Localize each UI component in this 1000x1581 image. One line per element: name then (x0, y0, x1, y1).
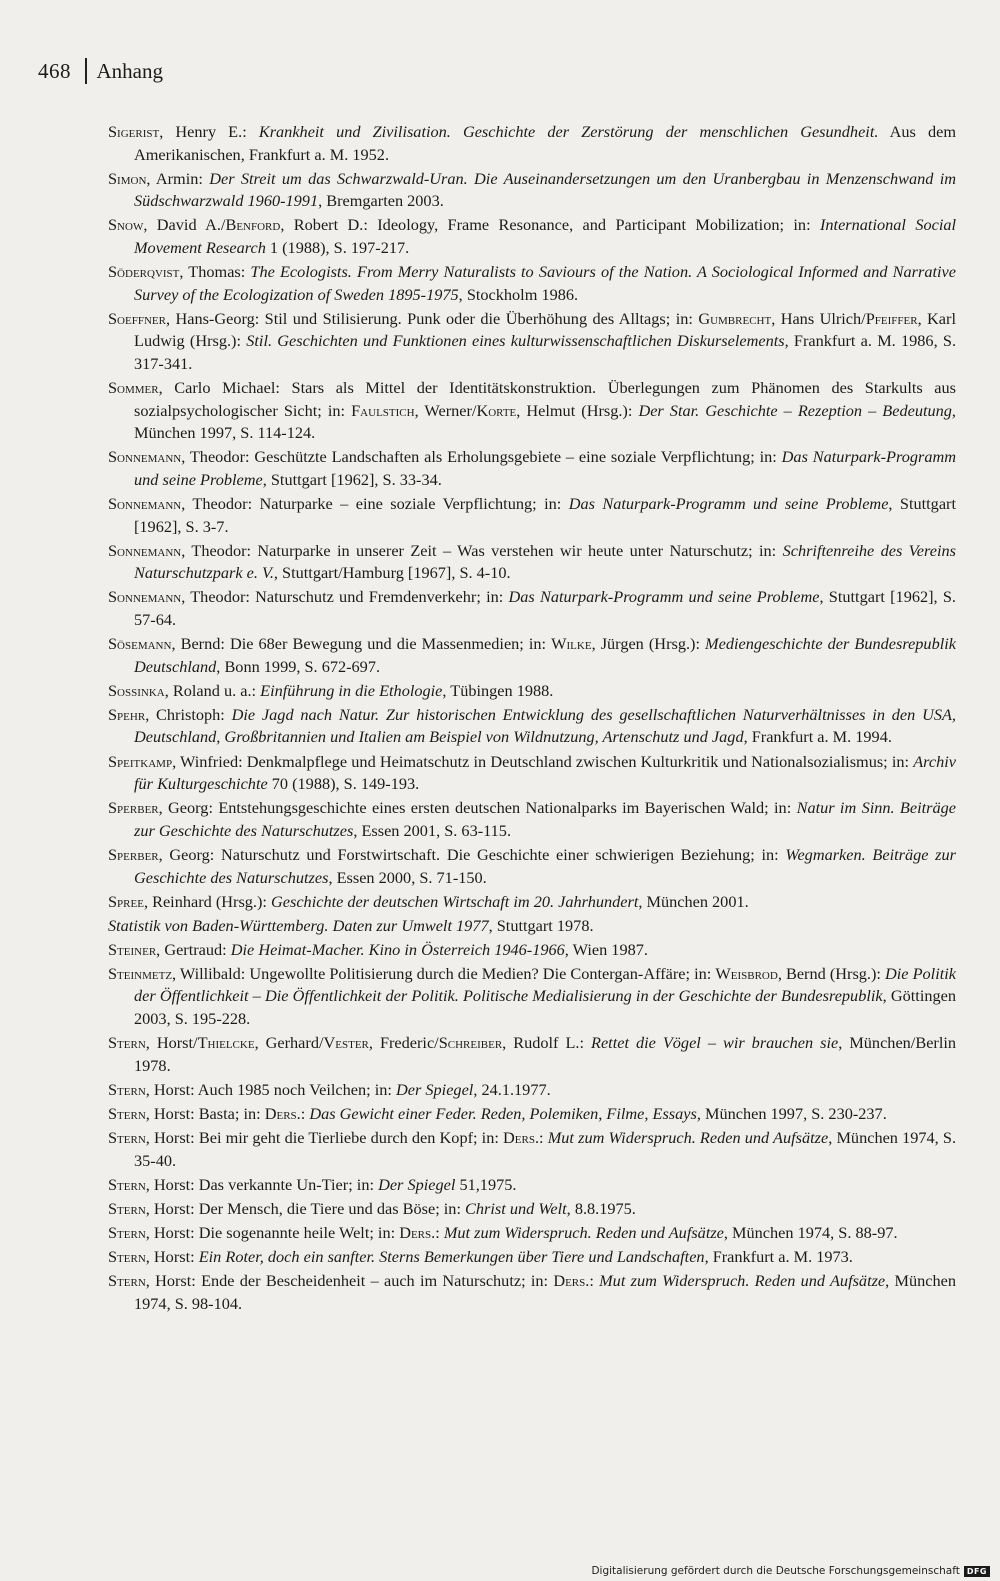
author-name: Speitkamp (108, 751, 173, 771)
author-name: Gumbrecht (698, 308, 772, 328)
citation-text: , Willibald: Ungewollte Politisierung durch die Medien? Die Contergan-Affäre; in: (172, 963, 716, 983)
author-name: Sonnemann (108, 494, 182, 513)
citation-text: , Theodor: Naturschutz und Fremdenverkehr; in: (181, 587, 509, 607)
citation-text: , Robert D.: Ideology, Frame Resonance, and Participant Mobilization; in: (280, 215, 820, 235)
citation-text: , Wien 1987. (564, 939, 648, 959)
work-title: Einführung in die Ethologie (260, 680, 443, 700)
citation-text: , Stuttgart [1962], S. 3-7. (134, 494, 956, 536)
citation-text: , 8.8.1975. (566, 1198, 636, 1218)
work-title: Natur im Sinn. Beiträge zur Geschichte des Naturschutzes (134, 798, 956, 840)
author-name: Ders. (399, 1222, 436, 1242)
citation-text: : (539, 1128, 548, 1148)
work-title: Schriftenreihe des Vereins Naturschutzpark e. V. (134, 540, 956, 583)
citation-text: , Gerhard/ (254, 1033, 324, 1053)
bibliography-entry (108, 704, 956, 749)
citation-text: , Horst: Bei mir geht die Tierliebe durch den Kopf; in: (145, 1128, 504, 1148)
citation-text: , München/Berlin 1978. (134, 1033, 957, 1075)
bibliography-entry (108, 891, 956, 914)
author-name: Sonnemann (108, 540, 182, 560)
citation-text: , München 1974, S. 88-97. (723, 1222, 898, 1242)
author-name: Sonnemann (108, 587, 182, 607)
work-title: Mut zum Widerspruch. Reden und Aufsätze (599, 1271, 886, 1291)
author-name: Sösemann (108, 634, 172, 654)
work-title: Die Jagd nach Natur. Zur historischen Entwicklung des gesellschaftlichen Naturverhältnisses in den USA, Deutschland, Großbritannien und Italien am Beispiel von Wildnutzung, Artenschutz und Jagd (134, 704, 956, 747)
citation-text: , Gertraud: (156, 939, 231, 959)
citation-text: , Theodor: Naturparke – eine soziale Verpflichtung; in: (181, 494, 569, 513)
citation-text: : (435, 1222, 444, 1242)
work-title: Das Naturpark-Programm und seine Probleme (568, 494, 889, 513)
bibliography-entry (108, 939, 956, 962)
author-name: Stern (108, 1033, 146, 1053)
author-name: Ders. (264, 1103, 301, 1123)
citation-text: : (300, 1103, 310, 1123)
citation-text: 51,1975. (455, 1174, 517, 1194)
author-name: Stern (108, 1103, 146, 1123)
citation-text: , Stuttgart [1962], S. 57-64. (134, 587, 956, 629)
section-title: Anhang (96, 58, 163, 83)
work-title: Archiv für Kulturgeschichte (134, 751, 956, 794)
citation-text: , München 1997, S. 230-237. (696, 1103, 887, 1123)
work-title: Krankheit und Zivilisation. Geschichte der Zerstörung der menschlichen Gesundheit. (258, 122, 879, 141)
citation-text: Aus dem Amerikanischen, Frankfurt a. M. 1952. (134, 122, 956, 164)
citation-text: 70 (1988), S. 149-193. (267, 774, 420, 794)
bibliography-entry (108, 493, 956, 538)
citation-text: , Frankfurt a. M. 1986, S. 317-341. (134, 331, 957, 373)
author-name: Spehr (108, 704, 146, 724)
work-title: Der Star. Geschichte – Rezeption – Bedeutung (638, 400, 952, 420)
citation-text: , Theodor: Naturparke in unserer Zeit – Was verstehen wir heute unter Naturschutz; in: (181, 540, 783, 560)
bibliography-entry (108, 1127, 956, 1172)
bibliography-entry (108, 168, 956, 213)
bibliography-entry (108, 377, 956, 445)
work-title: Die Politik der Öffentlichkeit – Die Öffentlichkeit der Politik. Politische Medialisierung in der Geschichte der Bundesrepublik (134, 963, 957, 1006)
work-title: Statistik von Baden-Württemberg. Daten zur Umwelt 1977 (108, 915, 489, 935)
author-name: Ders. (553, 1271, 590, 1291)
citation-text: , Tübingen 1988. (442, 680, 554, 700)
author-name: Stern (108, 1079, 146, 1099)
work-title: Das Naturpark-Programm und seine Probleme (508, 587, 820, 607)
author-name: Söderqvist (108, 262, 180, 282)
footer-credit: Digitalisierung gefördert durch die Deutsche Forschungsgemeinschaft (591, 1565, 960, 1577)
citation-text: , Horst: Basta; in: (145, 1103, 265, 1123)
author-name: Simon (108, 168, 147, 188)
citation-text: , Theodor: Geschützte Landschaften als Erholungsgebiete – eine soziale Verpflichtung; in: (181, 447, 782, 467)
author-name: Pfeiffer (865, 308, 918, 328)
work-title: Der Spiegel (378, 1174, 456, 1194)
author-name: Sossinka (108, 680, 165, 700)
bibliography-entry (108, 915, 956, 938)
citation-text: , Carlo Michael: Stars als Mittel der Identitätskonstruktion. Überlegungen zum Phänomen des Starkults aus sozialpsychologischer Sicht; in: (134, 378, 956, 420)
citation-text: , Frankfurt a. M. 1973. (704, 1247, 853, 1266)
citation-text: , München 1974, S. 98-104. (134, 1271, 956, 1313)
bibliography-entry (108, 586, 956, 631)
author-name: Vester (323, 1033, 369, 1053)
citation-text: , Henry E.: (159, 122, 259, 141)
work-title: Ein Roter, doch ein sanfter. Sterns Bemerkungen über Tiere und Landschaften (198, 1247, 705, 1266)
work-title: Das Gewicht einer Feder. Reden, Polemiken, Filme, Essays (309, 1103, 697, 1123)
work-title: Der Spiegel (396, 1079, 474, 1099)
citation-text: , Stockholm 1986. (458, 284, 579, 304)
author-name: Steinmetz (108, 963, 173, 983)
author-name: Stern (108, 1198, 146, 1218)
header-divider (85, 58, 87, 84)
citation-text: , Thomas: (179, 262, 251, 282)
bibliography-entry (108, 1174, 956, 1197)
citation-text: , Bremgarten 2003. (318, 191, 444, 211)
author-name: Benford (225, 215, 281, 235)
work-title: The Ecologists. From Merry Naturalists to Saviours of the Nation. A Sociological Informed and Narrative Survey of the Ecologization of Sweden 1895-1975 (134, 262, 956, 304)
dfg-logo: DFG (964, 1566, 990, 1577)
author-name: Ders. (503, 1128, 540, 1148)
citation-text: , München 1997, S. 114-124. (134, 400, 956, 443)
citation-text: , Reinhard (Hrsg.): (143, 891, 272, 911)
citation-text: , Armin: (146, 168, 210, 188)
author-name: Sperber (108, 844, 159, 864)
work-title: Wegmarken. Beiträge zur Geschichte des Naturschutzes (134, 844, 956, 887)
work-title: Geschichte der deutschen Wirtschaft im 20. Jahrhundert (271, 891, 639, 911)
author-name: Stern (108, 1271, 146, 1291)
author-name: Korte (476, 400, 517, 420)
bibliography-entry (108, 1246, 956, 1269)
running-header (38, 58, 163, 84)
author-name: Faulstich (351, 400, 415, 420)
author-name: Wilke (551, 634, 592, 654)
citation-text: , Horst: Ende der Bescheidenheit – auch im Naturschutz; in: (145, 1271, 554, 1291)
citation-text: , Frankfurt a. M. 1994. (743, 727, 892, 747)
citation-text: , Bernd: Die 68er Bewegung und die Massenmedien; in: (171, 634, 552, 654)
bibliography-entry (108, 1222, 956, 1245)
author-name: Sonnemann (108, 447, 182, 467)
citation-text: , Essen 2000, S. 71-150. (328, 867, 487, 887)
work-title: Der Streit um das Schwarzwald-Uran. Die Auseinandersetzungen um den Uranbergbau in Menzenschwand im Südschwarzwald 1960-1991 (134, 168, 956, 211)
citation-text: , Jürgen (Hrsg.): (591, 634, 706, 654)
bibliography-entry (108, 540, 956, 585)
citation-text: , Georg: Naturschutz und Forstwirtschaft. Die Geschichte einer schwierigen Beziehung; in: (158, 844, 786, 864)
bibliography-entry (108, 1198, 956, 1221)
bibliography-entry (108, 446, 956, 491)
citation-text: , Helmut (Hrsg.): (516, 400, 639, 420)
citation-text: , Stuttgart [1962], S. 33-34. (262, 469, 442, 489)
citation-text: , Bernd (Hrsg.): (777, 963, 886, 983)
work-title: Die Heimat-Macher. Kino in Österreich 1946-1966 (230, 939, 565, 959)
citation-text: , München 2001. (638, 891, 749, 911)
author-name: Stern (108, 1222, 146, 1242)
author-name: Weisbrod (715, 963, 778, 983)
citation-text: , Karl Ludwig (Hrsg.): (134, 308, 956, 351)
work-title: Stil. Geschichten und Funktionen eines kulturwissenschaftlichen Diskurselements (246, 331, 785, 351)
citation-text: , Horst: Auch 1985 noch Veilchen; in: (145, 1079, 397, 1099)
citation-text: , Bonn 1999, S. 672-697. (216, 656, 381, 676)
author-name: Steiner (108, 939, 157, 959)
citation-text: , Roland u. a.: (164, 680, 261, 700)
citation-text: , Werner/ (414, 400, 477, 420)
citation-text: , Stuttgart/Hamburg [1967], S. 4-10. (273, 563, 511, 583)
bibliography-entry (108, 680, 956, 703)
bibliography-entry (108, 1270, 956, 1315)
citation-text: , Essen 2001, S. 63-115. (353, 820, 512, 840)
work-title: International Social Movement Research (134, 215, 957, 257)
bibliography-entry (108, 797, 956, 842)
bibliography-entry (108, 1103, 956, 1126)
citation-text: , Hans-Georg: Stil und Stilisierung. Punk oder die Überhöhung des Alltags; in: (165, 308, 699, 328)
citation-text: , Christoph: (145, 704, 232, 724)
bibliography-entry (108, 261, 956, 306)
citation-text: , Georg: Entstehungsgeschichte eines ersten deutschen Nationalparks im Bayerischen Wald; in: (158, 798, 797, 818)
citation-text: : (589, 1271, 600, 1291)
author-name: Stern (108, 1128, 146, 1148)
bibliography-entry (108, 963, 956, 1031)
citation-text: , Horst: Die sogenannte heile Welt; in: (145, 1222, 400, 1242)
work-title: Christ und Welt (465, 1198, 567, 1218)
citation-text: , Göttingen 2003, S. 195-228. (134, 986, 956, 1029)
footer (591, 1565, 990, 1577)
author-name: Snow (108, 215, 144, 235)
citation-text: , Horst: Das verkannte Un-Tier; in: (145, 1174, 379, 1194)
citation-text: , Horst: (145, 1247, 199, 1266)
citation-text: , Horst/ (145, 1033, 198, 1053)
bibliography-entry (108, 308, 956, 376)
bibliography-entry (108, 214, 956, 259)
work-title: Mut zum Widerspruch. Reden und Aufsätze (547, 1128, 829, 1148)
citation-text: , München 1974, S. 35-40. (134, 1128, 957, 1170)
bibliography-entry (108, 844, 956, 889)
citation-text: , Rudolf L.: (502, 1033, 591, 1053)
citation-text: 1 (1988), S. 197-217. (265, 237, 410, 257)
citation-text: , Winfried: Denkmalpflege und Heimatschutz in Deutschland zwischen Kulturkritik und Nationalsozialismus; in: (172, 751, 914, 771)
citation-text: , Horst: Der Mensch, die Tiere und das Böse; in: (145, 1198, 466, 1218)
bibliography-entry (108, 121, 956, 166)
work-title: Mut zum Widerspruch. Reden und Aufsätze (443, 1222, 724, 1242)
author-name: Spree (108, 891, 144, 911)
citation-text: , Frederic/ (368, 1033, 439, 1053)
author-name: Stern (108, 1174, 146, 1194)
author-name: Sperber (108, 798, 159, 818)
citation-text: , David A./ (143, 215, 226, 235)
work-title: Mediengeschichte der Bundesrepublik Deutschland (134, 634, 956, 676)
work-title: Das Naturpark-Programm und seine Probleme (134, 447, 956, 489)
citation-text: , Hans Ulrich/ (771, 308, 866, 328)
bibliography-entry (108, 1032, 956, 1077)
bibliography-entry (108, 1079, 956, 1102)
bibliography-entry (108, 633, 956, 678)
bibliography-list (108, 121, 956, 1317)
author-name: Thielcke (197, 1033, 255, 1053)
citation-text: , 24.1.1977. (473, 1079, 551, 1099)
author-name: Soeffner (108, 308, 166, 328)
citation-text: , Stuttgart 1978. (488, 915, 594, 935)
author-name: Sommer (108, 378, 159, 398)
page-number: 468 (38, 58, 71, 83)
bibliography-entry (108, 751, 956, 796)
work-title: Rettet die Vögel – wir brauchen sie (591, 1033, 839, 1053)
author-name: Sigerist (108, 122, 160, 141)
author-name: Schreiber (438, 1033, 503, 1053)
author-name: Stern (108, 1247, 146, 1266)
